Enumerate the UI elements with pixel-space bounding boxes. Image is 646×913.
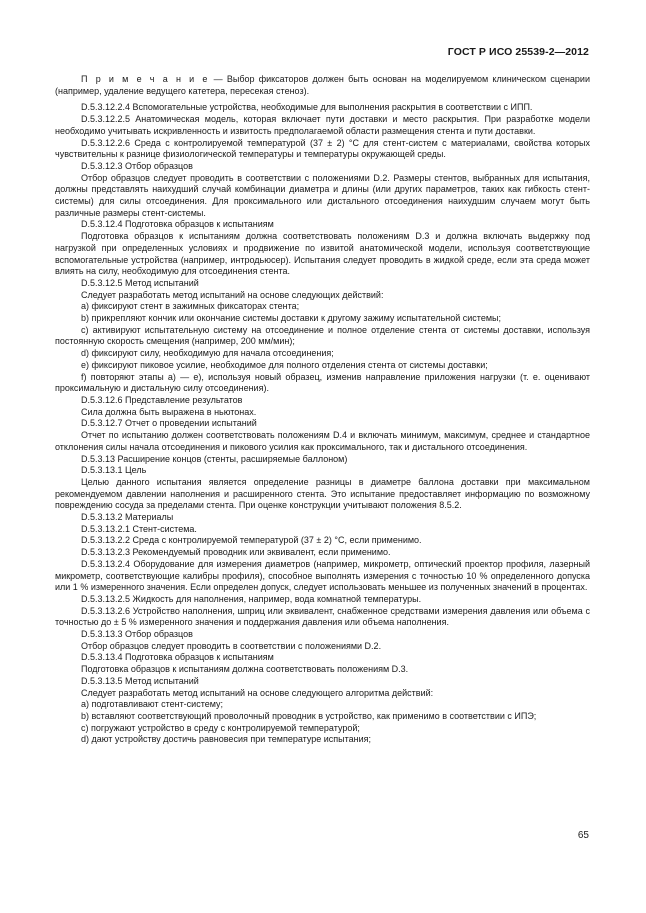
note-text: — Выбор фиксаторов должен быть основан на моделируемом клиническом сценарии (например, удаление ведущего катетера, пересекая стеноз). (55, 74, 590, 96)
paragraph: b) прикрепляют кончик или окончание системы доставки к другому зажиму испытательной системы; (81, 313, 501, 324)
note-label: П р и м е ч а н и е (81, 74, 210, 84)
paragraph: a) подготавливают стент-систему; (81, 699, 224, 710)
paragraph: D.5.3.12.2.5 Анатомическая модель, которая включает пути доставки и место раскрытия. При разработке модели необходимо учитывать искривленность и извитость предполагаемой области размещения стента и пути доставки. (55, 114, 590, 136)
paragraph: Следует разработать метод испытаний на основе следующего алгоритма действий: (81, 687, 434, 698)
paragraph: Подготовка образцов к испытаниям должна соответствовать положениям D.3. (81, 664, 409, 675)
note (55, 74, 590, 97)
paragraph: f) повторяют этапы a) — e), используя новый образец, изменив направление приложения нагрузки (т. е. оценивают проксимальную и дистальную силу отсоединения). (55, 371, 590, 394)
paragraph: a) фиксируют стент в зажимных фиксаторах стента; (81, 301, 300, 312)
paragraph: D.5.3.13.4 Подготовка образцов к испытаниям (81, 652, 274, 663)
paragraph: D.5.3.12.6 Представление результатов (81, 394, 243, 405)
paragraph: D.5.3.13 Расширение концов (стенты, расширяемые баллоном) (81, 453, 348, 464)
paragraph: D.5.3.13.2.2 Среда с контролируемой температурой (37 ± 2) °С, если применимо. (81, 535, 422, 546)
paragraph: e) фиксируют пиковое усилие, необходимое для полного отделения стента от системы доставки; (81, 359, 488, 370)
paragraph: D.5.3.13.5 Метод испытаний (81, 675, 199, 686)
document-body (55, 74, 590, 746)
paragraph: d) дают устройству достичь равновесия при температуре испытания; (81, 734, 372, 745)
paragraph: D.5.3.12.7 Отчет о проведении испытаний (81, 418, 257, 429)
page-number: 65 (577, 830, 589, 841)
paragraph-list (55, 102, 590, 746)
paragraph: Следует разработать метод испытаний на основе следующих действий: (81, 289, 384, 300)
paragraph: D.5.3.13.2.4 Оборудование для измерения диаметров (например, микрометр, оптический проектор профиля, лазерный микрометр, соответствующие калибры профиля), способное выполнять измерения с точностью 10 % определенного допуска или 1 % измеренного значения. Если определен допуск, следует использовать меньшее из полученных значений в процентах. (55, 558, 590, 593)
paragraph: Сила должна быть выражена в ньютонах. (81, 406, 257, 417)
paragraph: b) вставляют соответствующий проволочный проводник в устройство, как применимо в соответствии с ИПЭ; (81, 710, 537, 721)
paragraph: D.5.3.12.2.6 Среда с контролируемой температурой (37 ± 2) °С для стент-систем с материалами, свойства которых чувствительны к разнице физиологической температуры и температуры окружающей среды. (55, 137, 590, 160)
paragraph: D.5.3.13.2.3 Рекомендуемый проводник или эквивалент, если применимо. (81, 547, 391, 558)
paragraph: D.5.3.12.2.4 Вспомогательные устройства, необходимые для выполнения раскрытия в соответствии с ИПП. (81, 102, 533, 113)
paragraph: Отбор образцов следует проводить в соответствии с положениями D.2. Размеры стентов, выбранных для испытания, должны представлять наихудший случай комбинации диаметра и длины (или других параметров, таких как гибкость стент-системы) для силы отсоединения. Для проксимального или дистального отсоединения наихудшим случаем могут быть различные размеры стент-системы. (55, 172, 590, 218)
document-header: ГОСТ Р ИСО 25539-2—2012 (447, 46, 589, 58)
paragraph: D.5.3.13.2.6 Устройство наполнения, шприц или эквивалент, снабженное средствами измерения давления или объема с точностью до ± 5 % измеренного значения и поддержания давления или объема наполнения. (55, 605, 590, 628)
paragraph: D.5.3.13.2 Материалы (81, 512, 174, 523)
paragraph: c) активируют испытательную систему на отсоединение и полное отделение стента от системы доставки, используя постоянную скорость смещения (например, 200 мм/мин); (55, 324, 590, 347)
paragraph: D.5.3.13.3 Отбор образцов (81, 629, 193, 640)
paragraph: D.5.3.12.5 Метод испытаний (81, 277, 199, 288)
paragraph: d) фиксируют силу, необходимую для начала отсоединения; (81, 348, 334, 359)
paragraph: c) погружают устройство в среду с контролируемой температурой; (81, 722, 360, 733)
paragraph: Отбор образцов следует проводить в соответствии с положениями D.2. (81, 640, 382, 651)
paragraph: D.5.3.13.2.1 Стент-система. (81, 523, 197, 534)
paragraph: D.5.3.12.3 Отбор образцов (81, 160, 193, 171)
paragraph: D.5.3.12.4 Подготовка образцов к испытаниям (81, 219, 274, 230)
paragraph: D.5.3.13.2.5 Жидкость для наполнения, например, вода комнатной температуры. (81, 593, 422, 604)
paragraph: Подготовка образцов к испытаниям должна соответствовать положениям D.3 и должна включать выдержку под нагрузкой при определенных условиях и продвижение по извитой анатомической модели, используя соответствующие вспомогательные устройства (например, интродьюсер). Испытания следует проводить в жидкой среде, если эта среда может влиять на силу, необходимую для отсоединения стента. (55, 231, 590, 277)
paragraph: Отчет по испытанию должен соответствовать положениям D.4 и включать минимум, максимум, среднее и стандартное отклонения силы начала отсоединения и пикового усилия как проксимального, так и дистального отсоединения. (55, 430, 590, 452)
paragraph: Целью данного испытания является определение разницы в диаметре баллона доставки при максимальном рекомендуемом давлении наполнения и расширенного стента. Это испытание предоставляет информацию по возможному повреждению сосуда за пределами стента. При оценке конструкции учитывают положения 8.5.2. (55, 476, 590, 511)
paragraph: D.5.3.13.1 Цель (81, 465, 147, 476)
